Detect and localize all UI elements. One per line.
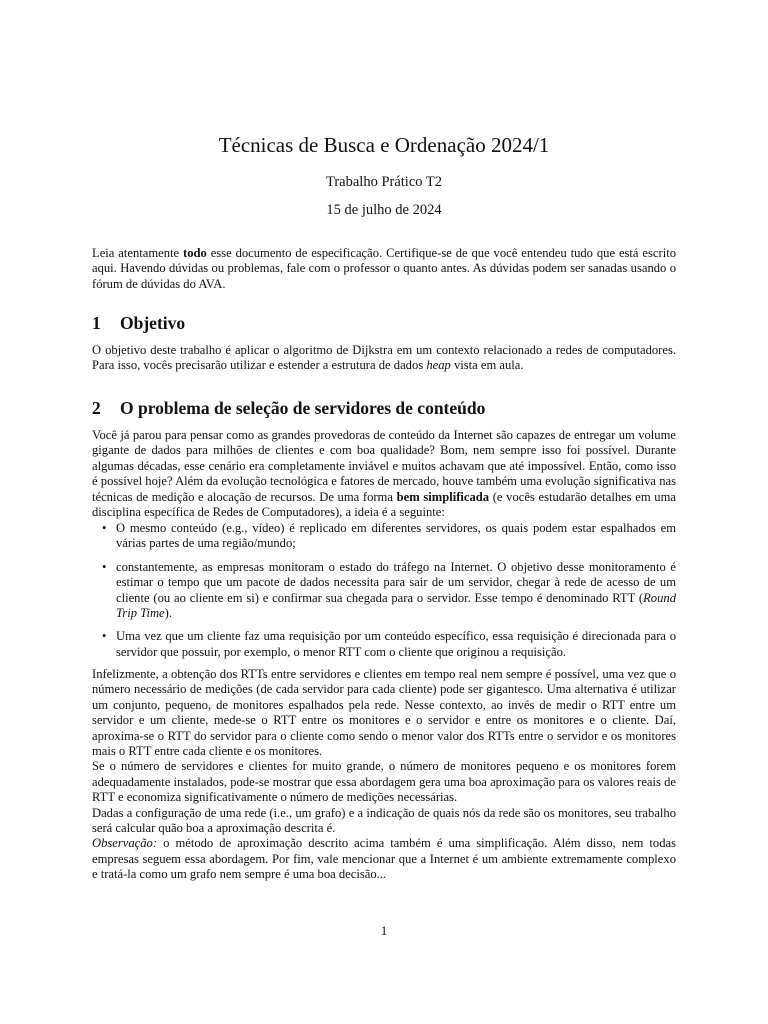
bullet-icon: •	[102, 629, 107, 644]
intro-text-start: Leia atentamente	[92, 246, 183, 260]
document-subtitle: Trabalho Prático T2	[326, 174, 442, 190]
section-1-title: Objetivo	[120, 313, 186, 333]
paragraph-text: Se o número de servidores e clientes for muito grande, o número de monitores pequeno e os monitores forem adequadamente instalados, pode-se mostrar que essa abordagem gera uma boa aproximação para os valores reais de RTT e economiza significativamente o número de medições necessárias.	[92, 759, 676, 805]
section-1-heading	[92, 313, 676, 333]
bullet-text-end: ).	[164, 606, 172, 621]
approach-bullet-list	[92, 521, 676, 660]
section-2-number: 2	[92, 398, 101, 418]
section-2-intro-paragraph	[92, 428, 676, 520]
section-1-number: 1	[92, 313, 101, 333]
rtt-approximation-paragraph	[92, 667, 676, 883]
paragraph-text: Dadas a configuração de uma rede (i.e., um grafo) e a indicação de quais nós da rede são os monitores, seu trabalho será calcular quão boa a aproximação descrita é.	[92, 805, 676, 836]
section-2-intro-end: (e vocês estudarão detalhes em uma disciplina específica de Redes de Computadores), a ideia é a seguinte:	[92, 489, 676, 520]
section-2-emphasis: bem simplificada	[396, 489, 490, 504]
paragraph-text: Infelizmente, a obtenção dos RTTs entre servidores e clientes em tempo real nem sempre é possível, uma vez que o número necessário de medições (de cada servidor para cada cliente) pode ser gigantesco. Uma alternativa é utilizar um conjunto, pequeno, de monitores espalhados pela rede. Nesse contexto, ao invés de medir o RTT entre um servidor e um cliente, mede-se o RTT entre os monitores e o servidor e entre os monitores e o cliente. Daí, aproxima-se o RTT do servidor para o cliente como sendo o menor valor dos RTTs entre o servidor e os monitores mais o RTT entre cada cliente e os monitores.	[92, 667, 676, 759]
section-2-intro-start: Você já parou para pensar como as grandes provedoras de conteúdo da Internet são capazes de entregar um volume gigante de dados para milhões de clientes e com boa qualidade? Bom, nem sempre isso foi possível. Durante algumas décadas, esse cenário era completamente inviável e muitos achavam que até impossível. Então, como isso é possível hoje? Além da evolução tecnológica e fatores de mercado, houve também uma evolução significativa nas técnicas de medição e alocação de recursos. De uma forma	[92, 428, 676, 504]
intro-text-end: esse documento de especificação. Certifique-se de que você entendeu tudo que está escrito aqui. Havendo dúvidas ou problemas, fale com o professor o quanto antes. As dúvidas podem ser sanadas usando o fórum de dúvidas do AVA.	[92, 246, 676, 291]
bullet-icon: •	[102, 521, 107, 535]
section-1-paragraph	[92, 343, 676, 374]
bullet-item	[92, 560, 676, 622]
intro-emphasis: todo	[183, 246, 207, 260]
bullet-text: O mesmo conteúdo (e.g., vídeo) é replicado em diferentes servidores, os quais podem estar espalhados em várias partes de uma região/mundo;	[116, 521, 676, 551]
observation-label: Observação:	[92, 836, 158, 851]
bullet-item	[92, 629, 676, 660]
document-title: Técnicas de Busca e Ordenação 2024/1	[218, 133, 550, 157]
intro-paragraph	[92, 246, 676, 292]
rtt-expansion: Round Trip Time	[116, 590, 676, 621]
section-1-text-start: O objetivo deste trabalho é aplicar o algoritmo de Dijkstra em um contexto relacionado a redes de computadores. Para isso, vocês precisarão utilizar e estender a estrutura de dados	[92, 343, 676, 373]
document-date: 15 de julho de 2024	[326, 202, 442, 218]
bullet-text: constantemente, as empresas monitoram o estado do tráfego na Internet. O objetivo desse monitoramento é estimar o tempo que um pacote de dados necessita para sair de um servidor, chegar à rede de acesso de um cliente (ou ao cliente em si) e confirmar sua chegada para o servidor. Esse tempo é denominado RTT (	[116, 559, 676, 605]
bullet-text: Uma vez que um cliente faz uma requisição por um conteúdo específico, essa requisição é direcionada para o servidor que possuir, por exemplo, o menor RTT com o cliente que originou a requisição.	[116, 629, 676, 659]
section-2-title: O problema de seleção de servidores de conteúdo	[120, 398, 486, 418]
page-number: 1	[380, 924, 388, 938]
heap-term: heap	[426, 358, 451, 373]
section-1-text-end: vista em aula.	[450, 358, 524, 373]
section-2-heading	[92, 398, 676, 418]
bullet-icon: •	[102, 559, 107, 574]
bullet-item	[92, 521, 676, 552]
observation-text: o método de aproximação descrito acima também é uma simplificação. Além disso, nem todas empresas seguem essa abordagem. Por fim, vale mencionar que a Internet é um ambiente extremamente complexo e tratá-la como um grafo nem sempre é uma boa decisão...	[92, 836, 676, 882]
